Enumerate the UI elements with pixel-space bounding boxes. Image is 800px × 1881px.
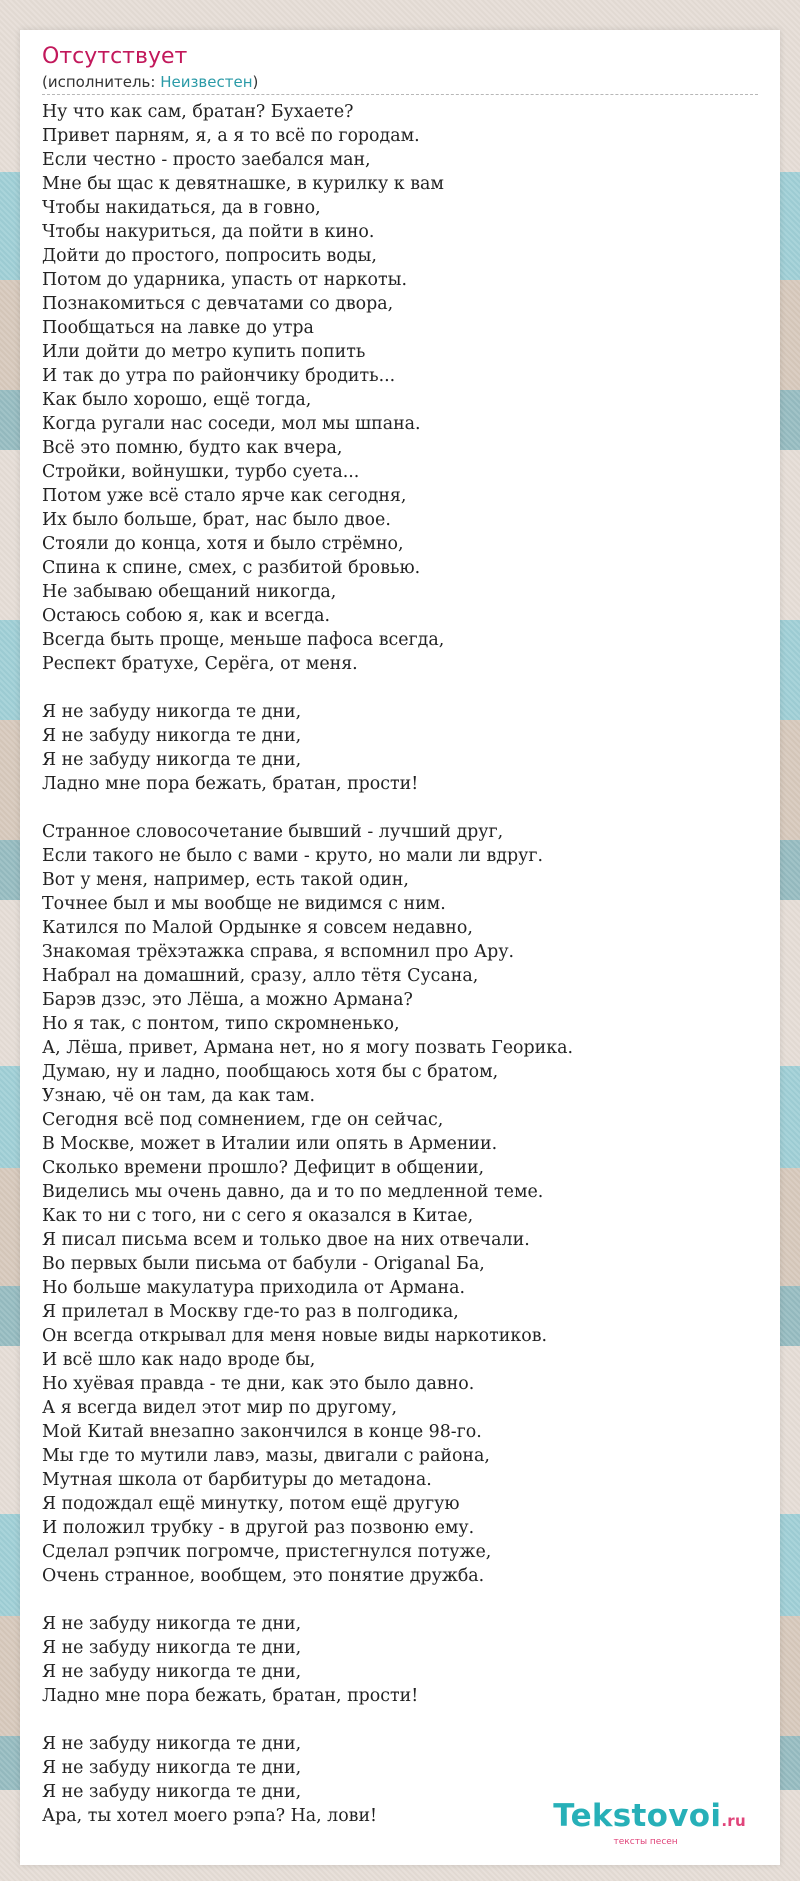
lyric-line: Ладно мне пора бежать, братан, прости! <box>42 774 419 794</box>
lyric-line: Пообщаться на лавке до утра <box>42 318 314 338</box>
lyric-line: Я писал письма всем и только двое на них отвечали. <box>42 1230 530 1250</box>
lyric-line: И так до утра по райончику бродить... <box>42 366 396 386</box>
lyric-line: Если такого не было с вами - круто, но мали ли вдруг. <box>42 846 543 866</box>
lyric-line: Потом уже всё стало ярче как сегодня, <box>42 486 407 506</box>
logo-wordmark <box>553 1800 746 1837</box>
lyric-line: Я не забуду никогда те дни, <box>42 1638 302 1658</box>
lyric-line: Мне бы щас к девятнашке, в курилку к вам <box>42 174 444 194</box>
lyric-line: Точнее был и мы вообще не видимся с ним. <box>42 894 446 914</box>
lyric-line: Но я так, с понтом, типо скромненько, <box>42 1014 400 1034</box>
lyric-line: Ара, ты хотел моего рэпа? На, лови! <box>42 1806 378 1826</box>
lyric-line: Но хуёвая правда - те дни, как это было давно. <box>42 1374 475 1394</box>
lyric-line: Дойти до простого, попросить воды, <box>42 246 377 266</box>
logo-name: Tekstovoi <box>553 1798 722 1834</box>
lyrics-card <box>20 30 780 1865</box>
lyric-line: Ладно мне пора бежать, братан, прости! <box>42 1686 419 1706</box>
lyric-line: Я прилетал в Москву где-то раз в полгодика, <box>42 1302 459 1322</box>
lyric-line: Мы где то мутили лавэ, мазы, двигали с района, <box>42 1446 490 1466</box>
lyric-line: Всё это помню, будто как вчера, <box>42 438 343 458</box>
lyric-line: Мутная школа от барбитуры до метадона. <box>42 1470 432 1490</box>
lyric-line: Я не забуду никогда те дни, <box>42 1662 302 1682</box>
lyric-line: Или дойти до метро купить попить <box>42 342 366 362</box>
lyric-line: Всегда быть проще, меньше пафоса всегда, <box>42 630 445 650</box>
lyric-line: Спина к спине, смех, с разбитой бровью. <box>42 558 421 578</box>
lyric-line: Я не забуду никогда те дни, <box>42 1614 302 1634</box>
lyric-line: Их было больше, брат, нас было двое. <box>42 510 391 530</box>
lyric-line: Я не забуду никогда те дни, <box>42 726 302 746</box>
lyric-line: Сегодня всё под сомнением, где он сейчас, <box>42 1110 444 1130</box>
lyrics-text <box>42 100 758 1828</box>
lyric-line: Но больше макулатура приходила от Армана. <box>42 1278 466 1298</box>
lyric-line: В Москве, может в Италии или опять в Армении. <box>42 1134 498 1154</box>
lyric-line: Я не забуду никогда те дни, <box>42 1734 302 1754</box>
lyric-line: И всё шло как надо вроде бы, <box>42 1350 316 1370</box>
lyric-line: Набрал на домашний, сразу, алло тётя Сусана, <box>42 966 479 986</box>
song-title: Отсутствует <box>42 44 188 69</box>
lyric-line: Респект братухе, Серёга, от меня. <box>42 654 358 674</box>
lyric-line: Знакомая трёхэтажка справа, я вспомнил про Ару. <box>42 942 515 962</box>
lyric-line: Чтобы накуриться, да пойти в кино. <box>42 222 375 242</box>
site-logo[interactable] <box>553 1800 746 1847</box>
artist-link[interactable]: Неизвестен <box>160 73 253 91</box>
song-header <box>42 42 758 95</box>
logo-tagline: тексты песен <box>613 1837 678 1847</box>
lyric-line: Потом до ударника, упасть от наркоты. <box>42 270 407 290</box>
logo-tld: .ru <box>721 1812 746 1830</box>
lyric-line: Сделал рэпчик погромче, пристегнулся потуже, <box>42 1542 492 1562</box>
lyric-line: И положил трубку - в другой раз позвоню ему. <box>42 1518 475 1538</box>
lyric-line: Я не забуду никогда те дни, <box>42 1782 302 1802</box>
lyric-line: Я не забуду никогда те дни, <box>42 750 302 770</box>
artist-prefix: (исполнитель: <box>42 73 161 91</box>
lyric-line: Привет парням, я, а я то всё по городам. <box>42 126 420 146</box>
lyric-line: Чтобы накидаться, да в говно, <box>42 198 321 218</box>
lyric-line: Не забываю обещаний никогда, <box>42 582 337 602</box>
lyric-line: А я всегда видел этот мир по другому, <box>42 1398 397 1418</box>
lyric-line: Стройки, войнушки, турбо суета... <box>42 462 360 482</box>
stanza-break <box>42 1588 758 1612</box>
lyric-line: Как было хорошо, ещё тогда, <box>42 390 312 410</box>
lyric-line: Остаюсь собою я, как и всегда. <box>42 606 330 626</box>
lyric-line: Я не забуду никогда те дни, <box>42 1758 302 1778</box>
lyric-line: Виделись мы очень давно, да и то по медленной теме. <box>42 1182 544 1202</box>
lyric-line: Во первых были письма от бабули - Origanal Ба, <box>42 1254 485 1274</box>
lyric-line: Если честно - просто заебался ман, <box>42 150 371 170</box>
lyric-line: Я не забуду никогда те дни, <box>42 702 302 722</box>
stanza-break <box>42 796 758 820</box>
lyric-line: Узнаю, чё он там, да как там. <box>42 1086 315 1106</box>
lyric-line: Сколько времени прошло? Дефицит в общении, <box>42 1158 485 1178</box>
lyric-line: Очень странное, вообщем, это понятие дружба. <box>42 1566 485 1586</box>
lyric-line: Стояли до конца, хотя и было стрёмно, <box>42 534 404 554</box>
stanza-break <box>42 1708 758 1732</box>
artist-line <box>42 72 758 92</box>
lyric-line: А, Лёша, привет, Армана нет, но я могу позвать Георика. <box>42 1038 573 1058</box>
lyric-line: Как то ни с того, ни с сего я оказался в Китае, <box>42 1206 474 1226</box>
lyric-line: Вот у меня, например, есть такой один, <box>42 870 409 890</box>
lyric-line: Ну что как сам, братан? Бухаете? <box>42 102 354 122</box>
lyric-line: Он всегда открывал для меня новые виды наркотиков. <box>42 1326 548 1346</box>
artist-suffix: ) <box>252 73 259 91</box>
lyric-line: Мой Китай внезапно закончился в конце 98-го. <box>42 1422 482 1442</box>
lyric-line: Думаю, ну и ладно, пообщаюсь хотя бы с братом, <box>42 1062 499 1082</box>
stanza-break <box>42 676 758 700</box>
lyric-line: Познакомиться с девчатами со двора, <box>42 294 394 314</box>
lyric-line: Когда ругали нас соседи, мол мы шпана. <box>42 414 421 434</box>
lyric-line: Катился по Малой Ордынке я совсем недавно, <box>42 918 473 938</box>
lyric-line: Странное словосочетание бывший - лучший друг, <box>42 822 504 842</box>
lyric-line: Барэв дзэс, это Лёша, а можно Армана? <box>42 990 413 1010</box>
lyric-line: Я подождал ещё минутку, потом ещё другую <box>42 1494 460 1514</box>
